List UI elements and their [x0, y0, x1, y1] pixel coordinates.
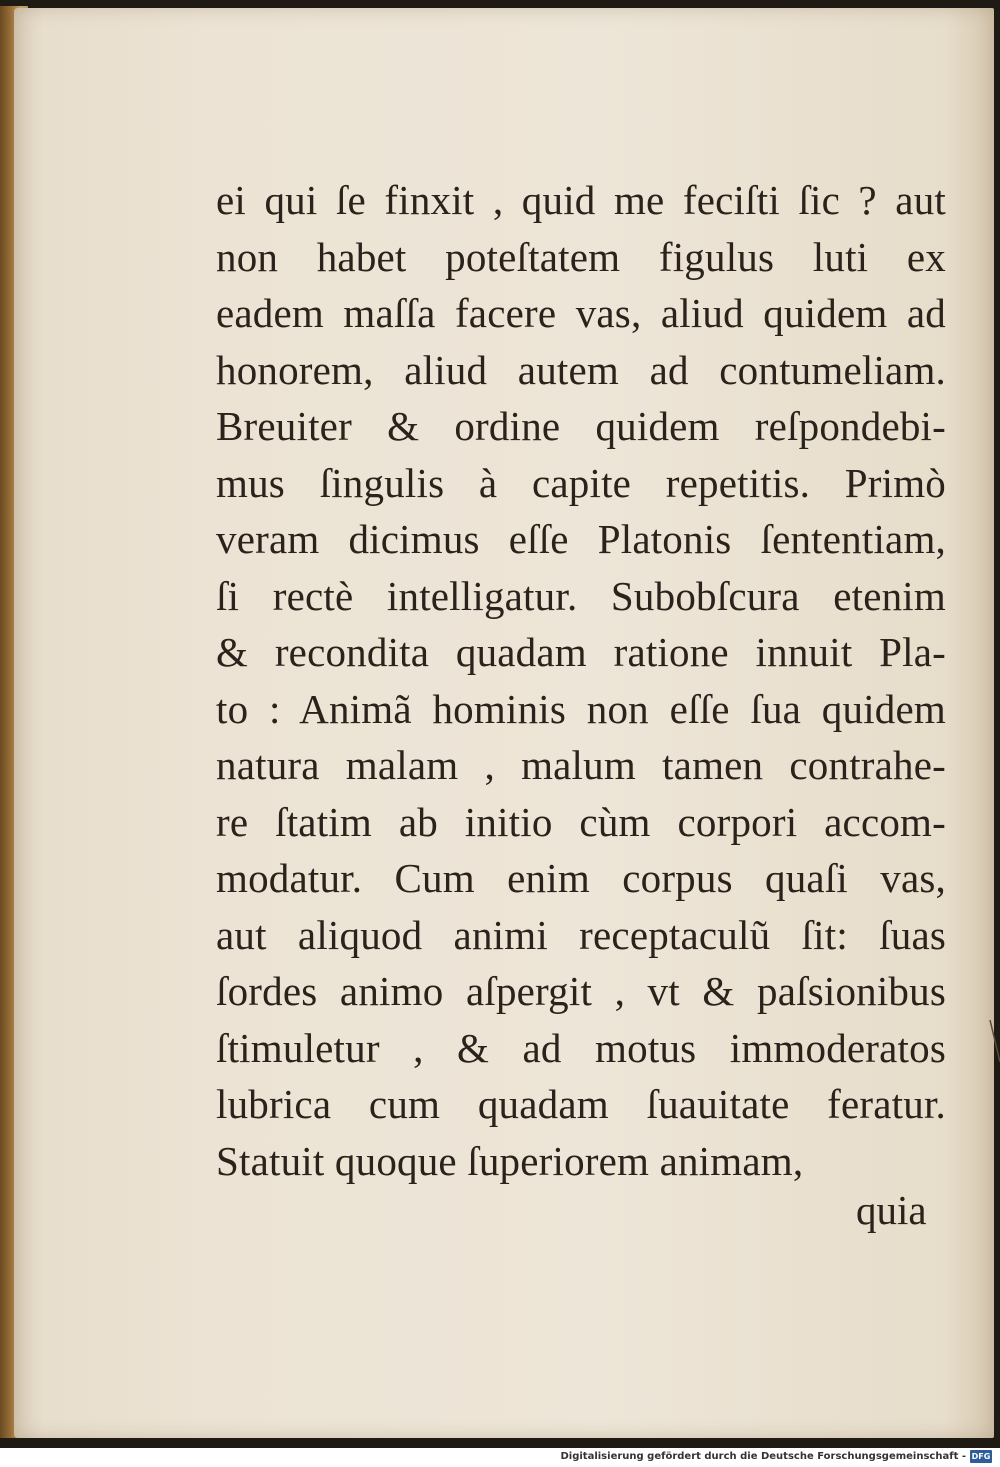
- text-line: ſordes animo aſpergit , vt & paſsionibus: [216, 968, 946, 1014]
- text-line: to : Animã hominis non eſſe ſua quidem: [216, 685, 946, 732]
- text-line: re ſtatim ab initio cùm corpori accom-: [216, 798, 946, 845]
- text-line: modatur. Cum enim corpus quaſi vas,: [216, 855, 946, 901]
- digitization-credit: Digitalisierung gefördert durch die Deutsche Forschungsgemeinschaft -: [560, 1451, 966, 1462]
- text-line: eadem maſſa facere vas, aliud quidem ad: [216, 290, 946, 336]
- text-line: mus ſingulis à capite repetitis. Primò: [216, 459, 946, 506]
- text-line: aut aliquod animi receptaculũ ſit: ſuas: [216, 911, 946, 958]
- text-line: lubrica cum quadam ſuauitate feratur.: [216, 1081, 946, 1127]
- text-line: honorem, aliud autem ad contumeliam.: [216, 346, 946, 393]
- text-line: Statuit quoque ſuperiorem animam,: [216, 1137, 804, 1184]
- text-line: non habet poteſtatem figulus luti ex: [216, 233, 946, 280]
- text-line: ſi rectè intelligatur. Subobſcura etenim: [216, 572, 946, 619]
- text-line: natura malam , malum tamen contrahe-: [216, 742, 946, 788]
- text-line: ei qui ſe finxit , quid me feciſti ſic ? aut: [216, 177, 946, 223]
- margin-mark: [988, 1018, 1000, 1064]
- text-line: Breuiter & ordine quidem reſpondebi-: [216, 403, 946, 449]
- page-text: [216, 172, 946, 1189]
- text-line: & recondita quadam ratione innuit Pla-: [216, 629, 946, 675]
- dfg-logo: DFG: [971, 1452, 991, 1461]
- text-line: veram dicimus eſſe Platonis ſententiam,: [216, 516, 946, 562]
- catchword: quia: [856, 1187, 927, 1233]
- text-line: ſtimuletur , & ad motus immoderatos: [216, 1024, 946, 1071]
